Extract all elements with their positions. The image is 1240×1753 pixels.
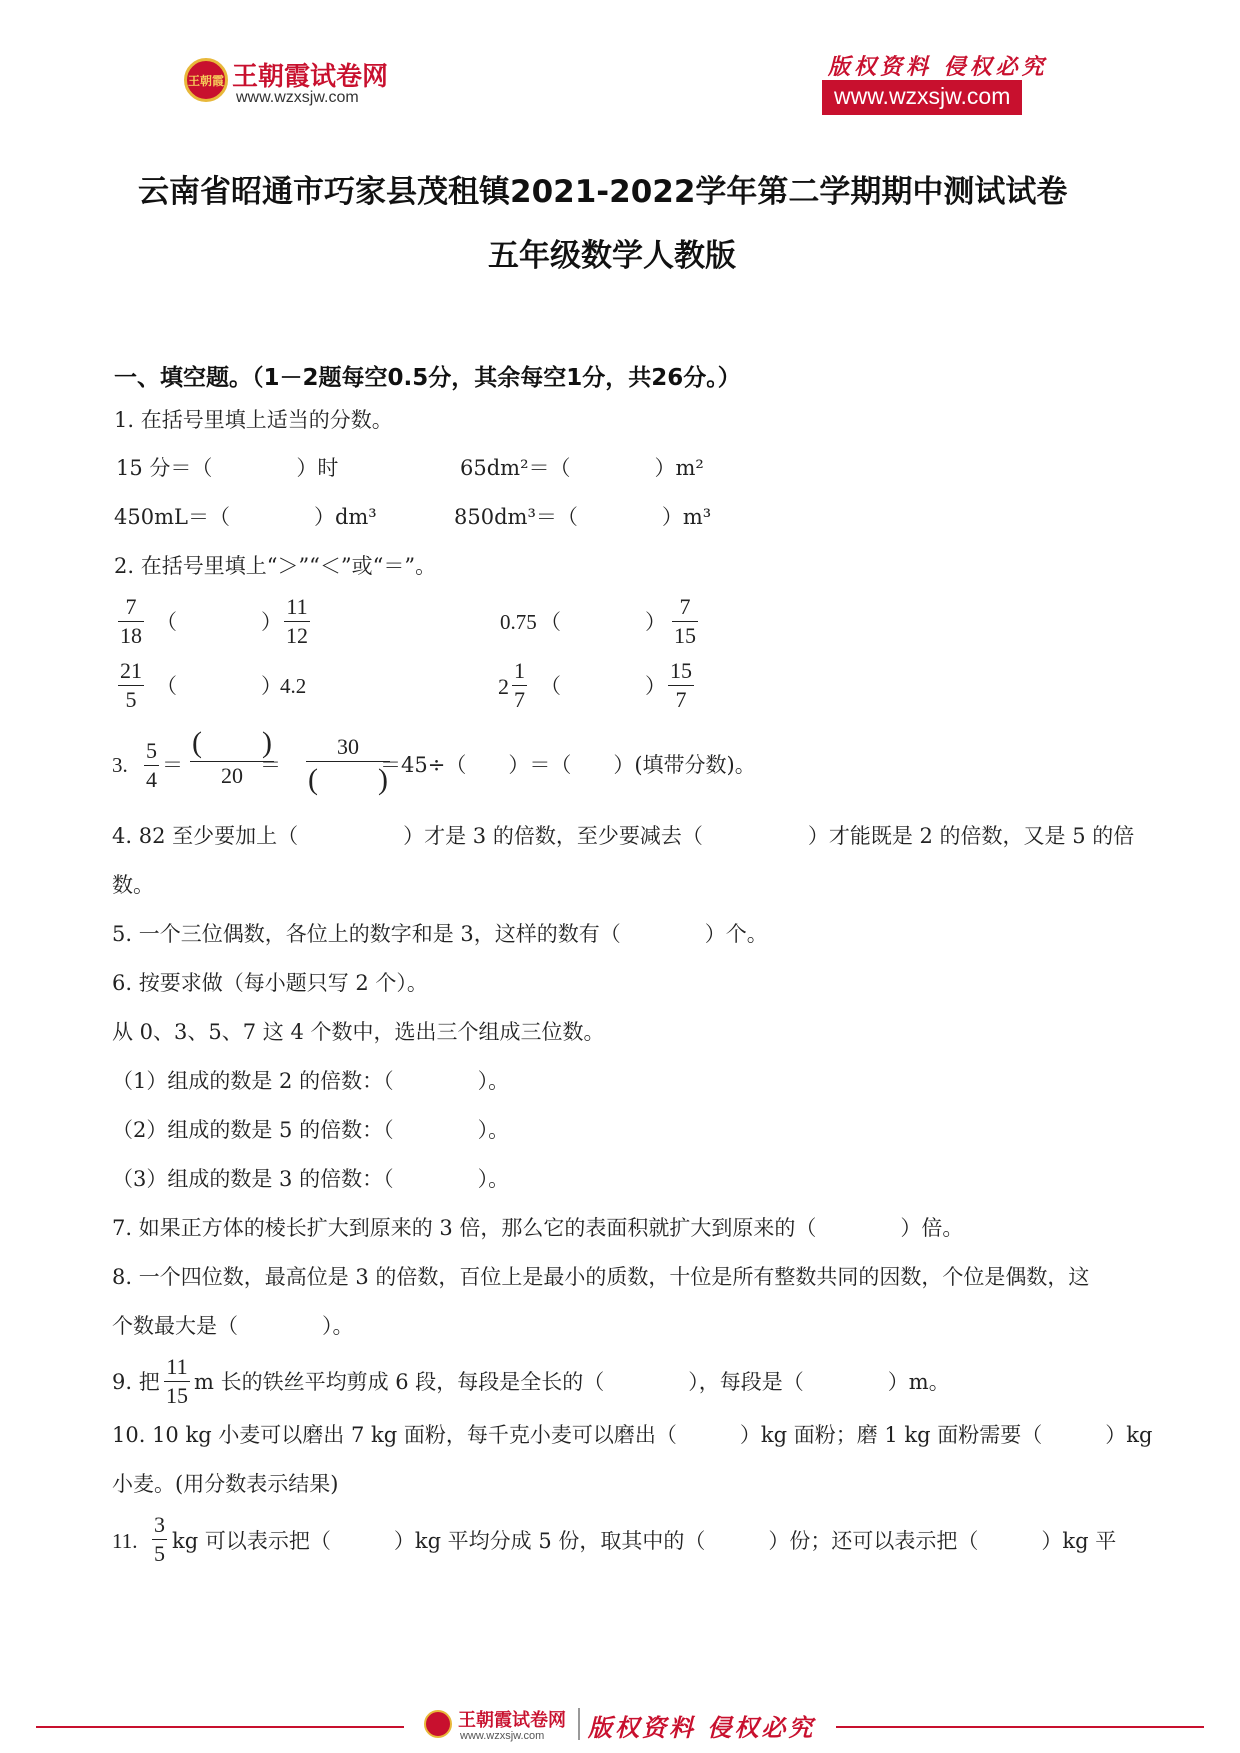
question-6-sub-2: （2）组成的数是 5 的倍数：（ ）。 [112,1118,510,1142]
question-8-line-1: 8. 一个四位数，最高位是 3 的倍数，百位上是最小的质数，十位是所有整数共同的因数，个位是偶数，这 [112,1265,1090,1289]
fraction: 3 5 [154,1512,165,1566]
brand-logo-icon [184,58,228,102]
section-heading: 一、填空题。（1－2题每空0.5分，其余每空1分，共26分。） [114,365,741,391]
question-10-line-2: 小麦。(用分数表示结果) [112,1472,339,1496]
question-1-item-c: 450mL＝（ ）dm³ [114,505,377,529]
footer-divider-left [36,1726,404,1728]
question-2-stem: 2. 在括号里填上“＞”“＜”或“＝”。 [114,554,437,578]
fraction: 7 18 [120,594,142,648]
fraction: 21 5 [120,658,142,712]
fraction: 7 15 [674,594,696,648]
decimal-value: 4.2 [280,674,307,698]
equals-sign: ＝ [162,753,183,777]
question-1-stem: 1. 在括号里填上适当的分数。 [114,408,393,432]
footer-divider-right [836,1726,1204,1728]
question-1-item-b: 65dm²＝（ ）m² [460,456,704,480]
question-6-sub-1: （1）组成的数是 2 的倍数：（ ）。 [112,1069,510,1093]
question-8-line-2: 个数最大是（ ）。 [112,1314,354,1338]
comparison-blank: （ ） [156,610,282,634]
question-10-line-1: 10. 10 kg 小麦可以磨出 7 kg 面粉，每千克小麦可以磨出（ ）kg 面粉；磨 1 kg 面粉需要（ ）kg [112,1423,1153,1447]
footer-separator [578,1708,580,1740]
comparison-blank: （ ） [540,674,666,698]
question-9-text: m 长的铁丝平均剪成 6 段，每段是全长的（ ），每段是（ ）m。 [194,1370,950,1394]
fraction: 15 7 [670,658,692,712]
footer-brand: 王朝霞试卷网 [458,1710,566,1731]
question-6-intro: 从 0、3、5、7 这 4 个数中，选出三个组成三位数。 [112,1020,605,1044]
question-1-item-a: 15 分＝（ ）时 [116,456,339,480]
page-title: 云南省昭通市巧家县茂租镇2021-2022学年第二学期期中测试试卷 [138,174,1068,210]
brand-name: 王朝霞试卷网 [232,62,389,92]
fraction: 30 ( ) [308,734,388,796]
fraction: 11 12 [286,594,308,648]
logo-badge-text: 王朝霞 [187,73,224,88]
fraction: 11 15 [166,1354,188,1408]
footer-url: www.wzxsjw.com [460,1730,545,1742]
footer-copyright: 版权资料 侵权必究 [588,1713,816,1742]
comparison-blank: （ ） [156,674,282,698]
question-7: 7. 如果正方体的棱长扩大到原来的 3 倍，那么它的表面积就扩大到原来的（ ）倍。 [112,1216,964,1240]
question-11-label: 11. [112,1529,138,1553]
question-3-tail: ＝45÷（ ）＝（ ）(填带分数)。 [380,753,756,777]
footer-logo-icon [424,1710,452,1738]
question-3-label: 3. [112,753,128,777]
header [0,0,1240,120]
site-url-banner: www.wzxsjw.com [822,80,1022,115]
question-4-line-1: 4. 82 至少要加上（ ）才是 3 的倍数，至少要减去（ ）才能既是 2 的倍数，又是 5 的倍 [112,824,1135,848]
copyright-notice: 版权资料 侵权必究 [828,54,1048,80]
decimal-value: 0.75 [500,610,537,634]
fraction: ( ) 20 [192,726,272,788]
question-4-line-2: 数。 [112,873,154,897]
question-11-text: kg 可以表示把（ ）kg 平均分成 5 份，取其中的（ ）份；还可以表示把（ ）kg 平 [172,1529,1117,1553]
question-6-stem: 6. 按要求做（每小题只写 2 个）。 [112,971,428,995]
question-9-prefix: 9. 把 [112,1370,160,1394]
fraction: 5 4 [146,738,157,792]
brand-url: www.wzxsjw.com [236,89,359,106]
fraction: 1 7 [514,658,525,712]
mixed-number-whole: 2 [498,674,509,699]
question-6-sub-3: （3）组成的数是 3 的倍数：（ ）。 [112,1167,510,1191]
question-5: 5. 一个三位偶数，各位上的数字和是 3，这样的数有（ ）个。 [112,922,768,946]
page-subtitle: 五年级数学人教版 [488,238,736,274]
equals-sign: ＝ [260,753,281,777]
comparison-blank: （ ） [540,610,666,634]
question-1-item-d: 850dm³＝（ ）m³ [454,505,712,529]
